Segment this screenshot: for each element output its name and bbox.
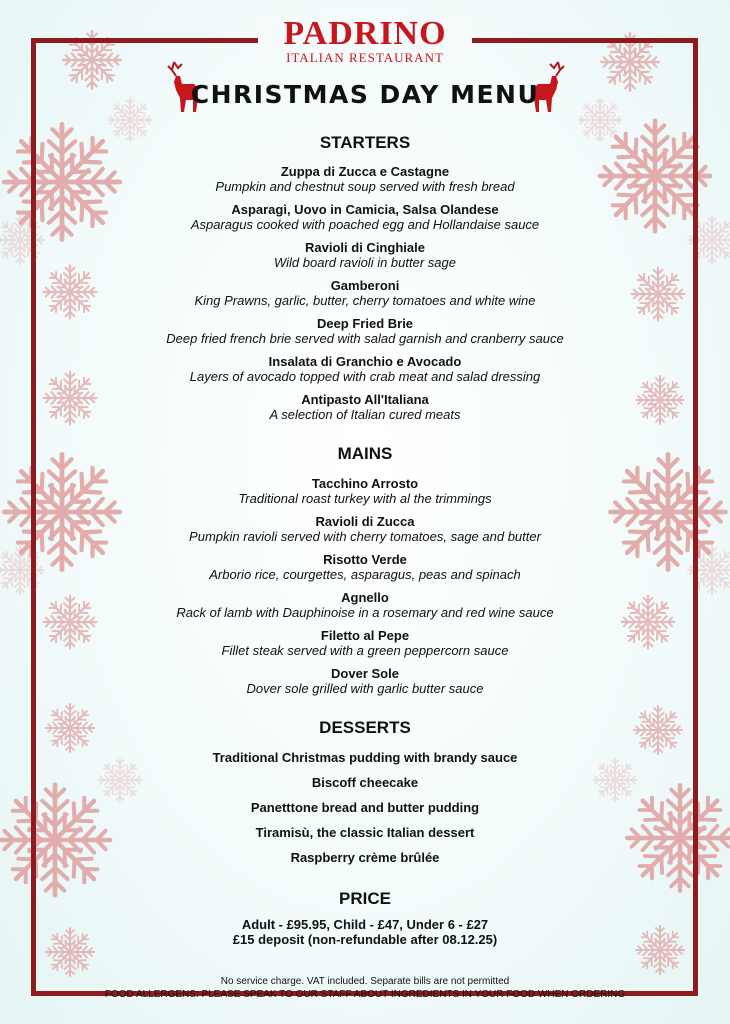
main-item: [0, 552, 730, 582]
price-deposit: £15 deposit (non-refundable after 08.12.25): [232, 932, 498, 947]
starter-item: [0, 202, 730, 232]
restaurant-logo: [258, 16, 472, 70]
main-item: [0, 666, 730, 696]
dish-name: Risotto Verde: [323, 552, 407, 567]
starter-item: [0, 240, 730, 270]
dish-name: Tacchino Arrosto: [311, 476, 419, 491]
starter-item: [0, 354, 730, 384]
dish-name: Ravioli di Zucca: [315, 514, 415, 529]
price-rates: Adult - £95.95, Child - £47, Under 6 - £27: [241, 917, 489, 932]
starter-item: [0, 392, 730, 422]
dish-description: Pumpkin ravioli served with cherry tomatoes, sage and butter: [189, 529, 541, 544]
starter-item: [0, 164, 730, 194]
dish-description: Deep fried french brie served with salad garnish and cranberry sauce: [166, 331, 564, 346]
dish-description: Rack of lamb with Dauphinoise in a rosemary and red wine sauce: [176, 605, 554, 620]
dish-description: Arborio rice, courgettes, asparagus, peas and spinach: [209, 567, 521, 582]
dish-description: Wild board ravioli in butter sage: [274, 255, 456, 270]
dish-description: Layers of avocado topped with crab meat and salad dressing: [189, 369, 541, 384]
dish-description: Fillet steak served with a green peppercorn sauce: [221, 643, 509, 658]
allergen-notice: FOOD ALLERGENS: PLEASE SPEAK TO OUR STAFF ABOUT INGREDIENTS IN YOUR FOOD WHEN ORDERING: [104, 989, 626, 1000]
dish-name: Agnello: [341, 590, 389, 605]
dish-name: Insalata di Granchio e Avocado: [268, 354, 462, 369]
dessert-item: Tiramisù, the classic Italian dessert: [255, 825, 475, 840]
desserts-heading: DESSERTS: [319, 718, 411, 737]
dish-description: Dover sole grilled with garlic butter sauce: [246, 681, 484, 696]
dish-name: Ravioli di Cinghiale: [305, 240, 425, 255]
dish-name: Zuppa di Zucca e Castagne: [280, 164, 450, 179]
main-item: [0, 628, 730, 658]
main-item: [0, 476, 730, 506]
dish-name: Filetto al Pepe: [320, 628, 410, 643]
logo-subtitle: ITALIAN RESTAURANT: [286, 50, 444, 65]
dish-name: Gamberoni: [330, 278, 400, 293]
starter-item: [0, 278, 730, 308]
dessert-item: Traditional Christmas pudding with brandy sauce: [212, 750, 518, 765]
starters-heading: STARTERS: [319, 133, 411, 152]
dish-description: Pumpkin and chestnut soup served with fresh bread: [215, 179, 515, 194]
footer-note: No service charge. VAT included. Separate bills are not permitted: [220, 976, 510, 987]
dish-name: Deep Fried Brie: [316, 316, 414, 331]
mains-heading: MAINS: [337, 444, 393, 463]
dessert-item: Panetttone bread and butter pudding: [250, 800, 480, 815]
dessert-item: Biscoff cheecake: [311, 775, 419, 790]
main-item: [0, 514, 730, 544]
dish-description: Traditional roast turkey with al the trimmings: [238, 491, 492, 506]
price-heading: PRICE: [339, 889, 391, 908]
dish-name: Dover Sole: [331, 666, 399, 681]
main-item: [0, 590, 730, 620]
menu-title: CHRISTMAS DAY MENU: [190, 80, 540, 109]
dish-name: Antipasto All'Italiana: [301, 392, 429, 407]
dessert-item: Raspberry crème brûlée: [290, 850, 440, 865]
starter-item: [0, 316, 730, 346]
menu-header: [0, 0, 730, 118]
dish-description: A selection of Italian cured meats: [269, 407, 461, 422]
logo-name: PADRINO: [283, 15, 447, 52]
dish-description: Asparagus cooked with poached egg and Hollandaise sauce: [190, 217, 540, 232]
dish-name: Asparagi, Uovo in Camicia, Salsa Olandese: [231, 202, 499, 217]
dish-description: King Prawns, garlic, butter, cherry tomatoes and white wine: [194, 293, 536, 308]
